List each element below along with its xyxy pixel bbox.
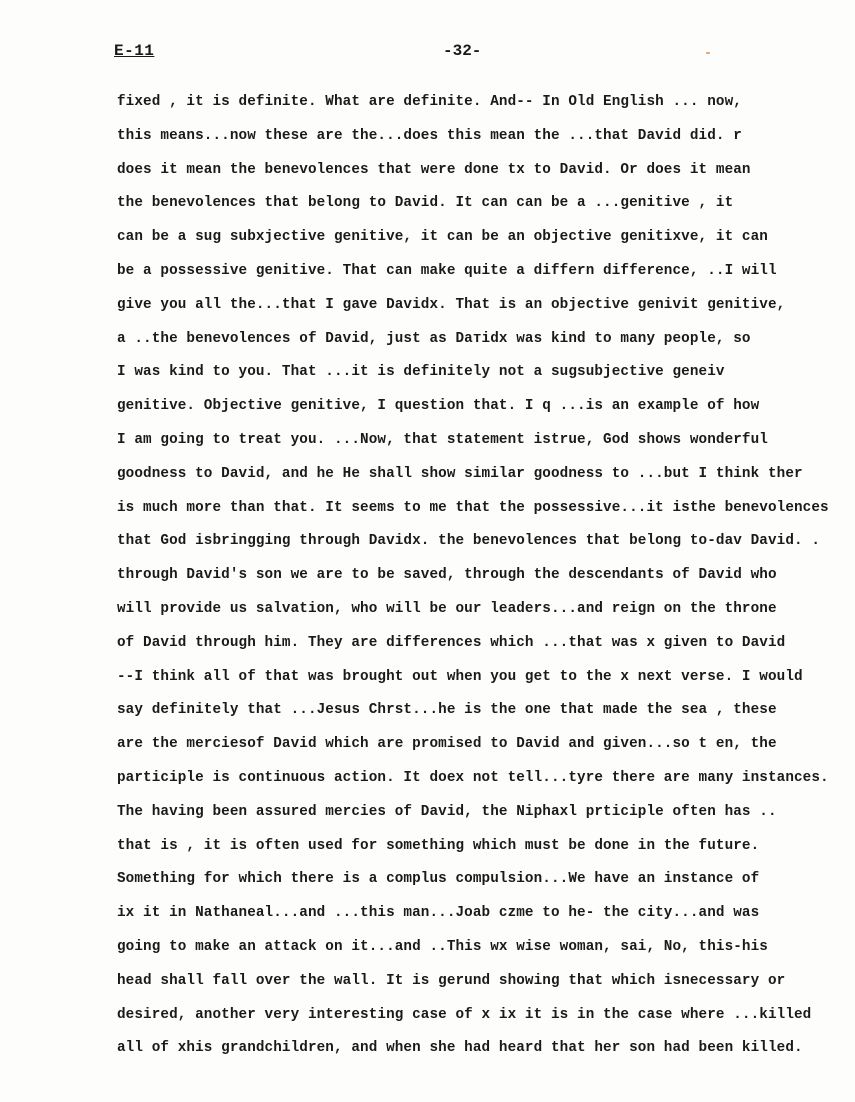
page-number: -32- (443, 42, 482, 60)
text-line: is much more than that. It seems to me that the possessive...it isthe benevolences (117, 499, 829, 516)
text-line: will provide us salvation, who will be our leaders...and reign on the throne (117, 600, 777, 617)
text-line: the benevolences that belong to David. It can can be a ...genitive , it (117, 195, 734, 212)
text-line: I am going to treat you. ...Now, that statement istrue, God shows wonderful (117, 431, 768, 448)
text-line: fixed , it is definite. What are definite. And-- In Old English ... now, (117, 94, 742, 110)
text-line: that is , it is often used for something which must be done in the future. (117, 837, 760, 854)
text-line: be a possessive genitive. That can make quite a differn difference, ..I will (117, 262, 777, 279)
text-line: this means...now these are the...does this mean the ...that David did. r (117, 127, 742, 144)
text-line: head shall fall over the wall. It is gerund showing that which isnecessary or (117, 972, 786, 989)
text-line: that God isbringging through Davidx. the benevolences that belong to-dav David. . (117, 533, 821, 550)
text-line: ix it in Nathaneal...and ...this man...Joab czme to he- the city...and was (117, 905, 760, 922)
text-line: goodness to David, and he He shall show similar goodness to ...but I think ther (117, 465, 803, 482)
typed-body-text (117, 91, 837, 1071)
ink-speck (706, 52, 710, 54)
text-line: The having been assured mercies of David, the Niphaxl prticiple often has .. (117, 803, 777, 820)
text-line: genitive. Objective genitive, I question that. I q ...is an example of how (117, 398, 760, 415)
text-line: desired, another very interesting case of x ix it is in the case where ...killed (117, 1006, 812, 1023)
text-line: of David through him. They are differences which ...that was x given to David (117, 634, 786, 651)
text-line: does it mean the benevolences that were done tx to David. Or does it mean (117, 161, 751, 178)
text-line: Something for which there is a complus compulsion...We have an instance of (117, 871, 760, 888)
text-line: participle is continuous action. It doex not tell...tyre there are many instances. (117, 769, 829, 786)
text-line: are the merciesof David which are promised to David and given...so t en, the (117, 736, 777, 753)
text-line: give you all the...that I gave Davidx. That is an objective genivit genitive, (117, 296, 786, 313)
text-line: I was kind to you. That ...it is definitely not a sugsubjective geneiv (117, 364, 725, 381)
text-line: say definitely that ...Jesus Chrst...he is the one that made the sea , these (117, 702, 777, 719)
text-line: through David's son we are to be saved, through the descendants of David who (117, 567, 777, 584)
text-line: --I think all of that was brought out when you get to the x next verse. I would (117, 668, 803, 685)
page-id: E-11 (114, 42, 155, 60)
text-line: a ..the benevolences of David, just as Daтidx was kind to many people, so (117, 330, 751, 347)
text-line: can be a sug subxjective genitive, it can be an objective genitixve, it can (117, 229, 768, 246)
text-line: all of xhis grandchildren, and when she had heard that her son had been killed. (117, 1040, 803, 1057)
text-line: going to make an attack on it...and ..This wx wise woman, sai, No, this-his (117, 938, 768, 955)
